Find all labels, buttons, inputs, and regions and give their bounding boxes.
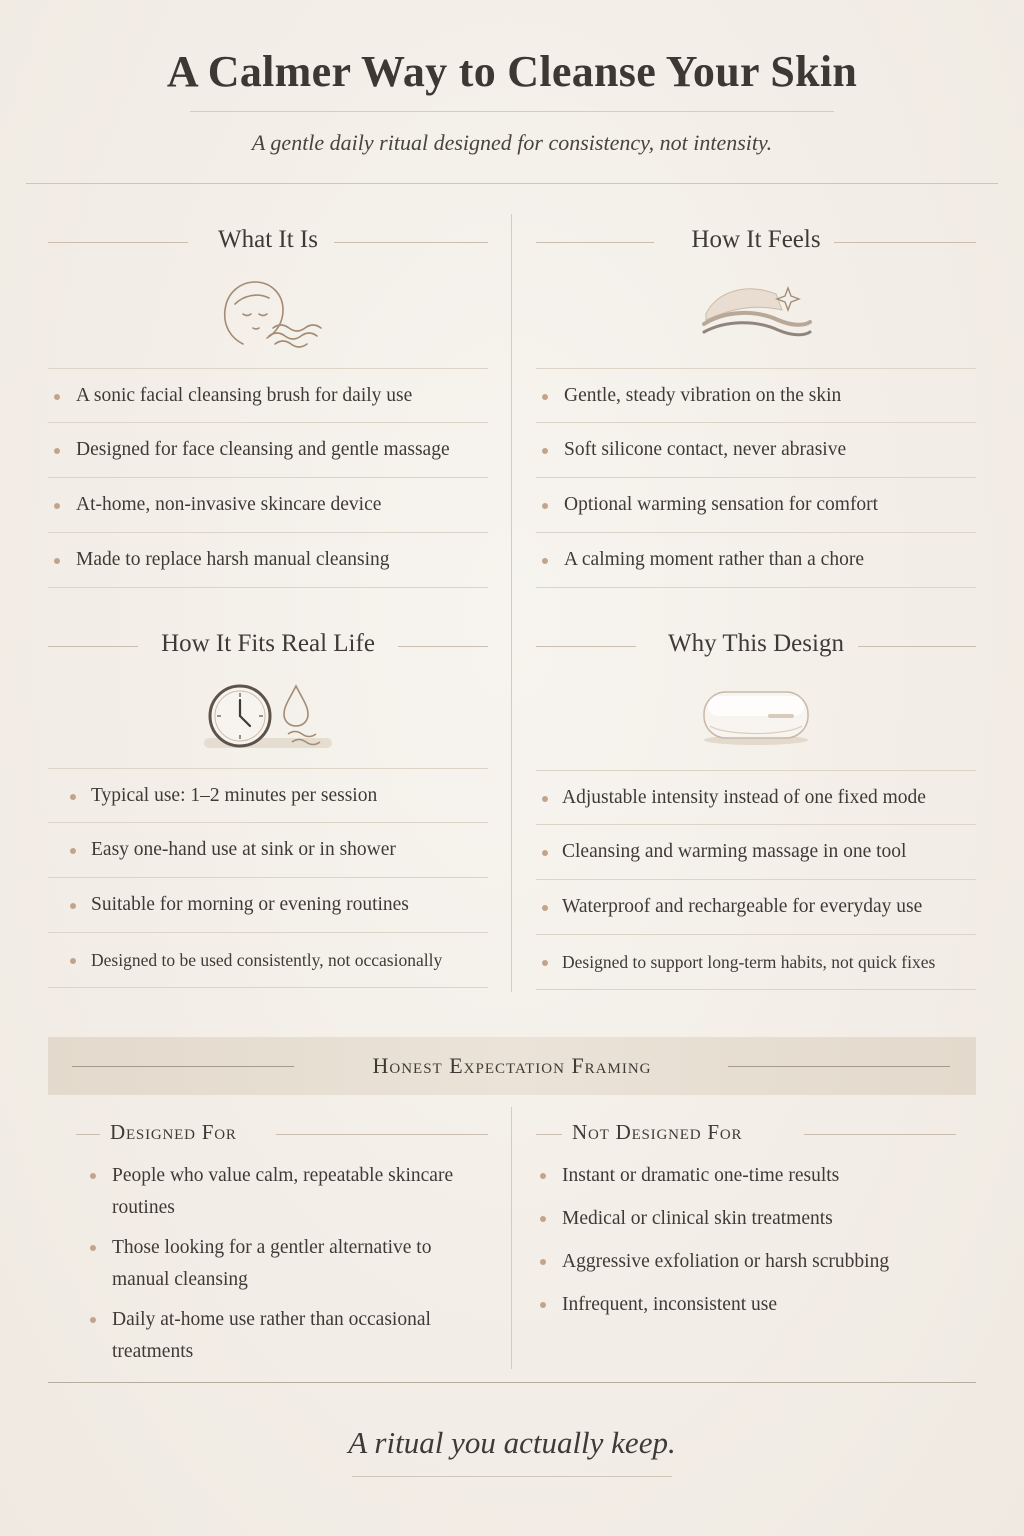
bullet [90,1245,96,1251]
section-heading-how-it-feels [536,222,976,262]
list-item: Aggressive exfoliation or harsh scrubbing [536,1246,956,1278]
section-heading-what-it-is [48,222,488,262]
section-heading-how-it-fits [48,626,488,666]
list-item: Those looking for a gentler alternative to manual cleansing [86,1232,486,1296]
section-title: How It Fits Real Life [161,630,375,657]
section-why-this-design [536,626,976,972]
designed-for-list [86,1160,486,1368]
clock-and-droplet-icon [48,678,488,754]
list-item: Typical use: 1–2 minutes per session [48,768,488,823]
designed-for-heading: Designed For [76,1120,488,1150]
list-item: Optional warming sensation for comfort [536,478,976,533]
list-item: A sonic facial cleansing brush for daily use [48,368,488,423]
list-item: At-home, non-invasive skincare device [48,478,488,533]
not-designed-for-list [536,1160,956,1321]
bullet [54,503,60,509]
bullet [542,960,548,966]
bullet [54,448,60,454]
section-what-it-is [48,222,488,570]
bullet [54,558,60,564]
how-it-fits-list [48,768,488,988]
list-item: Cleansing and warming massage in one tool [536,825,976,880]
bullet [542,558,548,564]
bullet [70,794,76,800]
title-divider [190,111,834,112]
banner-title: Honest Expectation Framing [372,1053,652,1078]
bullet [90,1173,96,1179]
page-subtitle: A gentle daily ritual designed for consistency, not intensity. [251,130,773,155]
bullet [70,848,76,854]
bullet [54,394,60,400]
page-title: A Calmer Way to Cleanse Your Skin [166,47,858,96]
section-title: Why This Design [668,630,844,657]
header-divider [26,183,998,184]
footer-underline [352,1476,672,1477]
list-item: Infrequent, inconsistent use [536,1289,956,1321]
bullet [542,905,548,911]
list-item: Medical or clinical skin treatments [536,1203,956,1235]
list-item: Designed to be used consistently, not occasionally [48,933,488,988]
section-how-it-feels [536,222,976,570]
wave-sparkle-icon [536,274,976,344]
bullet [540,1173,546,1179]
device-icon [536,680,976,750]
bullet [90,1317,96,1323]
list-item: Adjustable intensity instead of one fixed mode [536,770,976,825]
list-item: Instant or dramatic one-time results [536,1160,956,1192]
list-item: Gentle, steady vibration on the skin [536,368,976,423]
bullet [542,850,548,856]
bullet [540,1259,546,1265]
list-item: Waterproof and rechargeable for everyday use [536,880,976,935]
section-title: What It Is [218,226,318,253]
what-it-is-list [48,368,488,588]
section-title: How It Feels [691,226,821,253]
how-it-feels-list [536,368,976,588]
footer-divider [48,1382,976,1383]
section-heading-why-this-design [536,626,976,666]
bullet [542,796,548,802]
why-this-design-list [536,770,976,990]
bullet [540,1302,546,1308]
list-item: A calming moment rather than a chore [536,533,976,588]
list-item: Soft silicone contact, never abrasive [536,423,976,478]
not-designed-for-heading: Not Designed For [536,1120,956,1150]
column-divider [511,214,512,992]
expectations-banner [48,1037,976,1095]
bullet [542,448,548,454]
bullet [70,958,76,964]
bullet [540,1216,546,1222]
expectations-column-divider [511,1107,512,1369]
bullet [542,394,548,400]
list-item: Daily at-home use rather than occasional treatments [86,1304,486,1368]
bullet [542,503,548,509]
list-item: Easy one-hand use at sink or in shower [48,823,488,878]
footer-tagline: A ritual you actually keep. [348,1425,676,1460]
list-item: Made to replace harsh manual cleansing [48,533,488,588]
bullet [70,903,76,909]
section-how-it-fits [48,626,488,970]
list-item: Designed for face cleansing and gentle massage [48,423,488,478]
face-with-waves-icon [48,274,488,354]
list-item: Designed to support long-term habits, not quick fixes [536,935,976,990]
list-item: People who value calm, repeatable skincare routines [86,1160,486,1224]
list-item: Suitable for morning or evening routines [48,878,488,933]
